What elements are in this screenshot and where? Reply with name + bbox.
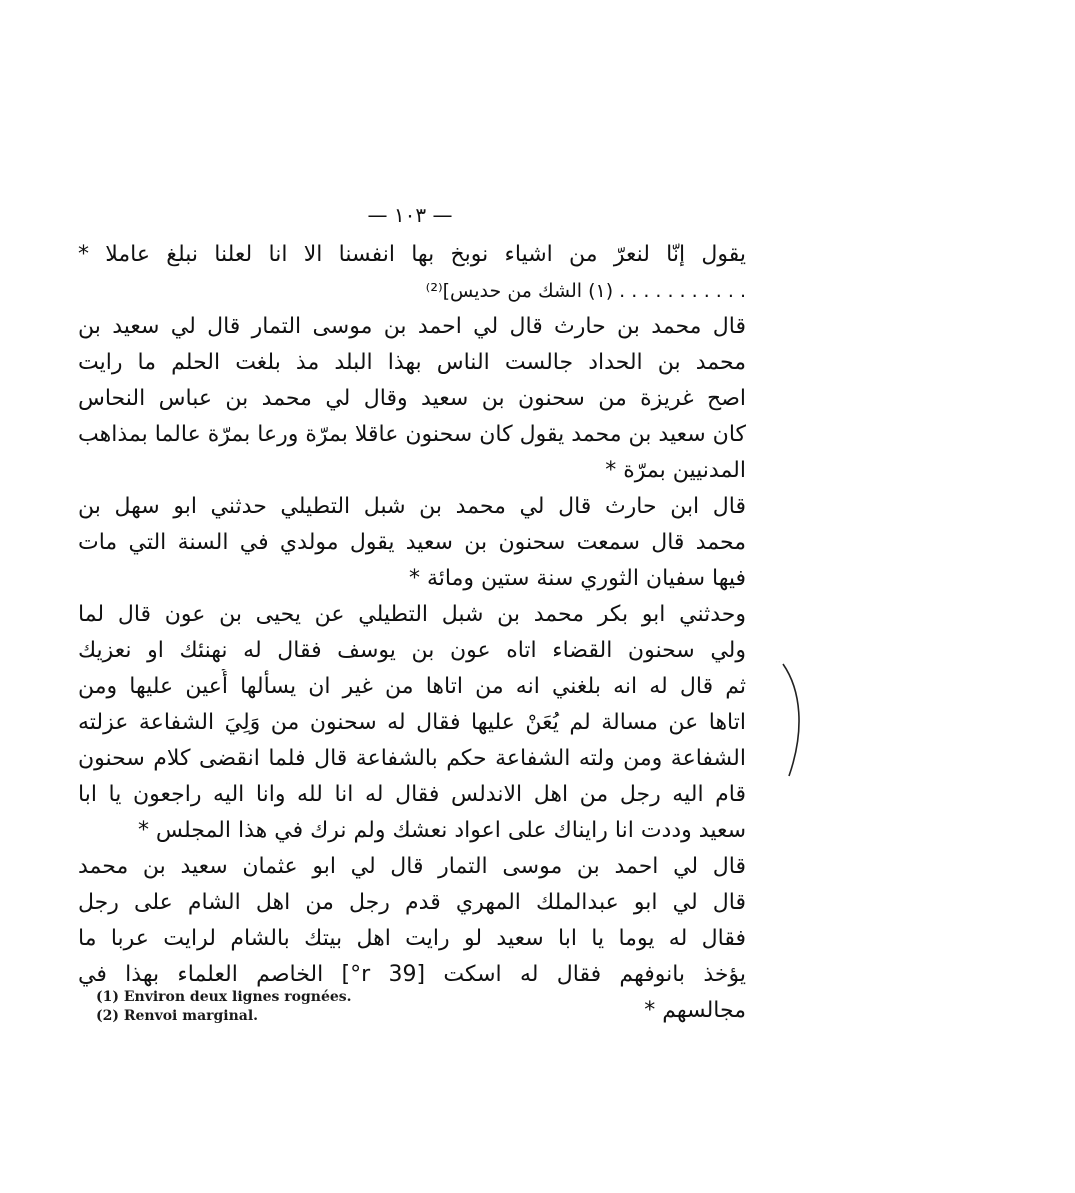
text-line: اصح غريزة من سحنون بن سعيد وقال لي محمد بن عباس النحاس [78,386,746,411]
footnote-2: (2) Renvoi marginal. [96,1008,259,1024]
text-line: ولي سحنون القضاء اتاه عون بن يوسف فقال له نهنئك او نعزيك [78,638,746,663]
text-line: محمد قال سمعت سحنون بن سعيد يقول مولدي في السنة التي مات [78,530,746,555]
text-line: يقول إنّا لنعرّ من اشياء نوبخ بها انفسنا الا انا لعلنا نبلغ عاملا * [78,242,746,267]
text-line: قال لي احمد بن موسى التمار قال لي ابو عثمان سعيد بن محمد [78,854,746,879]
text-line: كان سعيد بن محمد يقول كان سحنون عاقلا بمرّة ورعا بمرّة عالما بمذاهب [78,422,746,447]
footnote-1: (1) Environ deux lignes rognées. [96,989,352,1005]
text-line: الشفاعة ومن ولته الشفاعة حكم بالشفاعة قال فلما انقضى كلام سحنون [78,746,746,771]
text-line: مجالسهم * [644,998,746,1023]
text-line: المدنيين بمرّة * [605,458,746,483]
margin-bracket-mark [775,660,815,780]
page-number: — ١٠٣ — [367,203,453,227]
text-line: وحدثني ابو بكر محمد بن شبل التطيلي عن يحيى بن عون قال لما [78,602,746,627]
text-line: ثم قال له انه بلغني انه من اتاها من غير ان يسألها أُعين عليها ومن [78,674,746,699]
text-line: يؤخذ بانوفهم فقال له اسكت [39 r°] الخاصم العلماء بهذا في [78,962,746,987]
text-line: محمد بن الحداد جالست الناس بهذا البلد مذ بلغت الحلم ما رايت [78,350,746,375]
text-line: سعيد وددت انا رايناك على اعواد نعشك ولم نرك في هذا المجلس * [137,818,746,843]
text-line: اتاها عن مسالة لم يُعَنْ عليها فقال له سحنون من وَلِيَ الشفاعة عزلته [78,710,746,735]
text-line: قام اليه رجل من اهل الاندلس فقال له انا لله وانا اليه راجعون يا ابا [78,782,746,807]
text-line: فقال له يوما يا ابا سعيد لو رايت اهل بيتك بالشام لرايت عربا ما [78,926,746,951]
text-line: قال محمد بن حارث قال لي احمد بن موسى التمار قال لي سعيد بن [78,314,746,339]
text-line: . . . . . . . . . . . (١) الشك من حديس]⁽²⁾ [425,280,746,302]
text-line: قال ابن حارث قال لي محمد بن شبل التطيلي حدثني ابو سهل بن [78,494,746,519]
text-line: قال لي ابو عبدالملك المهري قدم رجل من اهل الشام على رجل [78,890,746,915]
footnotes [96,988,596,1026]
arabic-text-body [78,237,746,1029]
text-line: فيها سفيان الثوري سنة ستين ومائة * [408,566,746,591]
